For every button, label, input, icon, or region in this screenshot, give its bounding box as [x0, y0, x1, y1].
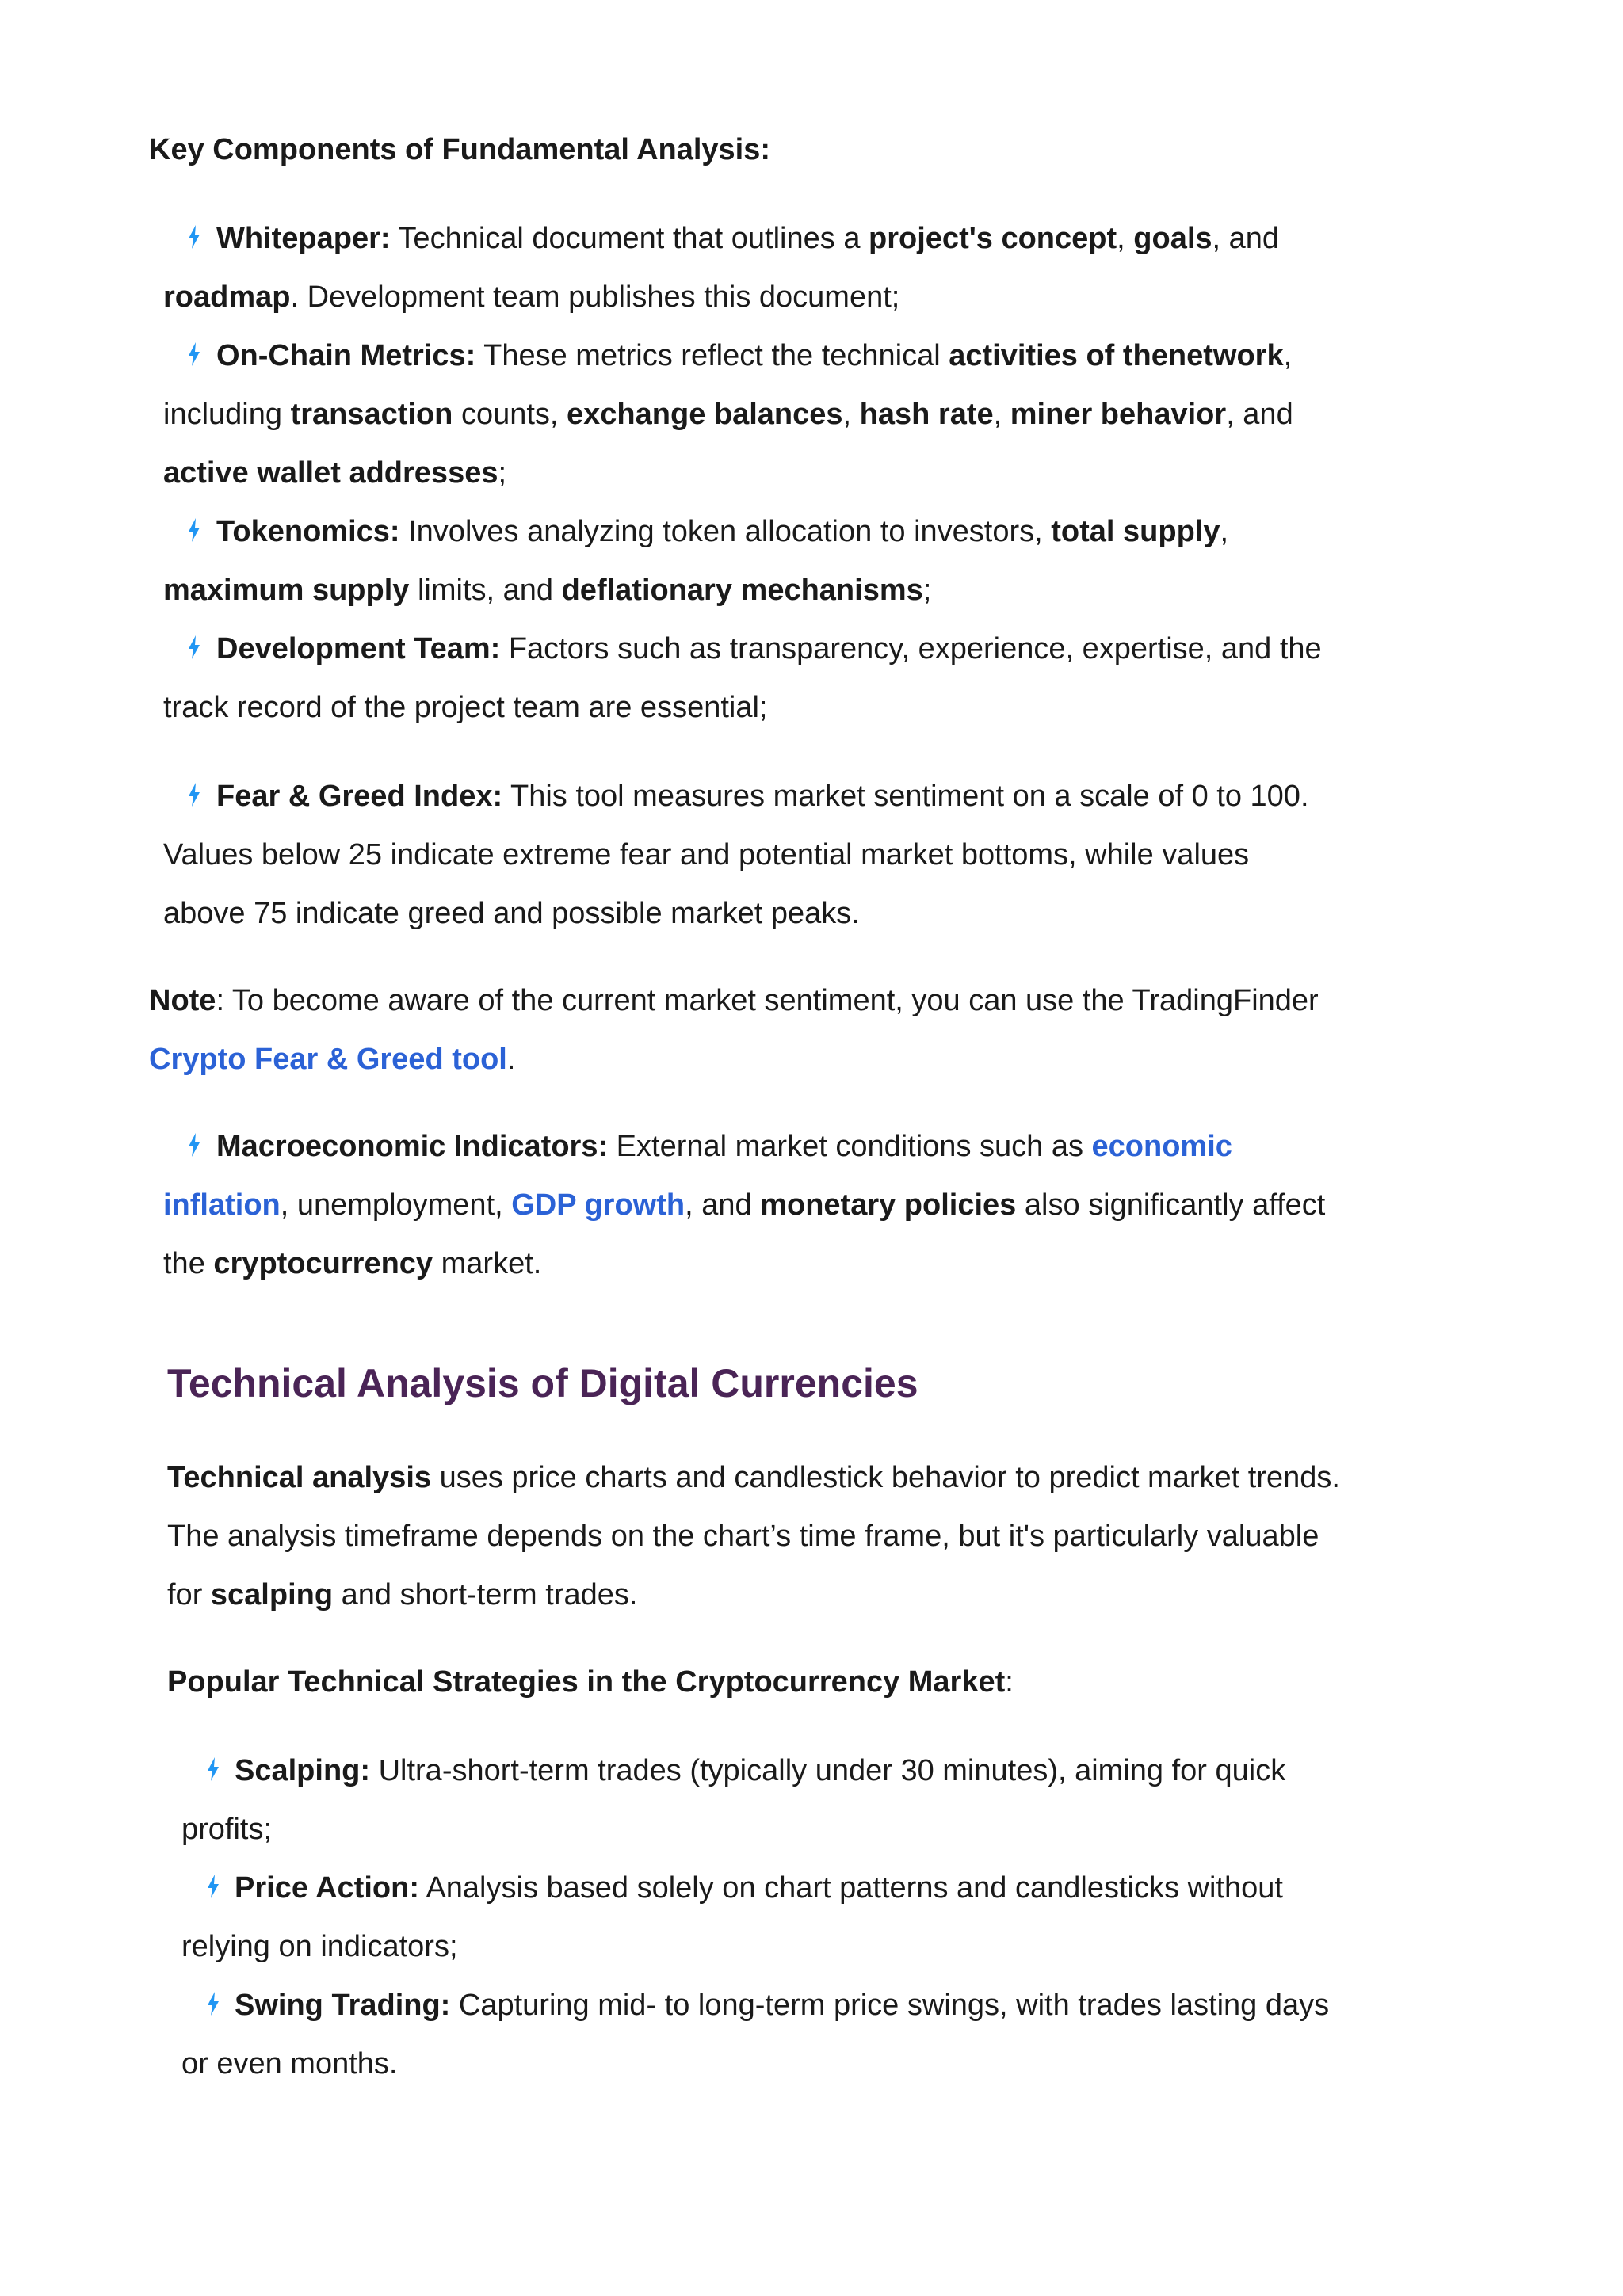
onchain-line-3 [163, 458, 506, 488]
lightning-bolt-icon [187, 783, 201, 807]
lightning-bolt-icon [206, 1875, 220, 1898]
macro-label: Macroeconomic Indicators: [216, 1130, 609, 1163]
macro-text: also significantly affect [1016, 1188, 1326, 1222]
intro-text: for [167, 1578, 211, 1611]
devteam-line-1 [216, 634, 1322, 664]
note-line-2 [149, 1044, 515, 1074]
whitepaper-text: , [1117, 222, 1134, 255]
macro-line-1 [216, 1131, 1232, 1161]
tokenomics-text: , [1220, 515, 1229, 548]
whitepaper-line-2 [163, 282, 899, 312]
feargreed-text: This tool measures market sentiment on a scale of 0 to 100. [502, 780, 1309, 813]
whitepaper-text: Technical document that outlines a [390, 222, 869, 255]
onchain-text: , [1283, 339, 1293, 372]
intro-text: uses price charts and candlestick behavior to predict market trends. [431, 1461, 1340, 1494]
scalping-line-2 [181, 1814, 272, 1844]
macro-text: , unemployment, [280, 1188, 512, 1222]
intro-bold: scalping [210, 1578, 334, 1611]
devteam-line-2 [163, 692, 767, 723]
feargreed-text: above 75 indicate greed and possible market peaks. [163, 897, 860, 930]
lightning-bolt-icon [187, 1133, 201, 1157]
macro-text: , and [685, 1188, 761, 1222]
scalping-line-1 [235, 1756, 1285, 1786]
onchain-text: , [842, 398, 860, 431]
macro-line-3 [163, 1249, 541, 1279]
intro-text: and short-term trades. [333, 1578, 638, 1611]
swing-line-1 [235, 1990, 1329, 2020]
whitepaper-bold-concept: project's concept [869, 222, 1117, 255]
fear-greed-tool-link[interactable]: Crypto Fear & Greed tool [149, 1043, 507, 1076]
whitepaper-text: , and [1212, 222, 1280, 255]
feargreed-line-1 [216, 781, 1309, 811]
lightning-bolt-icon [187, 225, 201, 249]
whitepaper-bold-roadmap: roadmap [163, 280, 291, 314]
lightning-bolt-icon [206, 1757, 220, 1781]
onchain-bold: active wallet addresses [163, 456, 498, 490]
macro-bold: monetary policies [760, 1188, 1017, 1222]
note-label: Note [149, 984, 216, 1017]
onchain-text: , [993, 398, 1010, 431]
swing-label: Swing Trading: [235, 1989, 451, 2022]
whitepaper-line-1 [216, 223, 1279, 254]
onchain-label: On-Chain Metrics: [216, 339, 476, 372]
note-text: : To become aware of the current market sentiment, you can use the TradingFinder [216, 984, 1319, 1017]
intro-line-3 [167, 1580, 637, 1610]
intro-bold: Technical analysis [167, 1461, 432, 1494]
section-title [149, 135, 770, 165]
feargreed-label: Fear & Greed Index: [216, 780, 503, 813]
priceaction-text: Analysis based solely on chart patterns and candlesticks without [418, 1871, 1283, 1905]
priceaction-line-1 [235, 1873, 1283, 1903]
tokenomics-line-2 [163, 575, 931, 605]
onchain-text: These metrics reflect the technical [475, 339, 949, 372]
feargreed-line-2 [163, 840, 1249, 870]
onchain-text: ; [498, 456, 507, 490]
onchain-bold: activities of thenetwork [949, 339, 1284, 372]
swing-text: Capturing mid- to long-term price swings, with trades lasting days [450, 1989, 1330, 2022]
strategies-title [167, 1667, 1014, 1697]
section-title-text: Key Components of Fundamental Analysis: [149, 133, 771, 166]
feargreed-text: Values below 25 indicate extreme fear and potential market bottoms, while values [163, 838, 1250, 871]
onchain-text: , and [1226, 398, 1293, 431]
lightning-bolt-icon [187, 518, 201, 542]
tokenomics-text: Involves analyzing token allocation to investors, [399, 515, 1052, 548]
economic-inflation-link[interactable]: inflation [163, 1188, 281, 1222]
tokenomics-bold: total supply [1051, 515, 1220, 548]
intro-line-2 [167, 1521, 1319, 1551]
devteam-label: Development Team: [216, 632, 501, 666]
onchain-bold: hash rate [859, 398, 994, 431]
devteam-text: Factors such as transparency, experience, expertise, and the [500, 632, 1322, 666]
tokenomics-bold: maximum supply [163, 574, 410, 607]
onchain-line-1 [216, 341, 1292, 371]
tokenomics-line-1 [216, 517, 1228, 547]
tokenomics-text: limits, and [409, 574, 562, 607]
swing-line-2 [181, 2049, 397, 2079]
tokenomics-label: Tokenomics: [216, 515, 400, 548]
onchain-bold: transaction [290, 398, 453, 431]
macro-bold: cryptocurrency [213, 1247, 433, 1280]
economic-inflation-link[interactable]: economic [1091, 1130, 1232, 1163]
priceaction-text: relying on indicators; [181, 1930, 458, 1963]
note-text: . [506, 1043, 516, 1076]
lightning-bolt-icon [187, 342, 201, 366]
macro-text: the [163, 1247, 214, 1280]
macro-text: market. [433, 1247, 542, 1280]
macro-text: External market conditions such as [608, 1130, 1092, 1163]
feargreed-line-3 [163, 898, 860, 929]
whitepaper-text: . Development team publishes this document; [290, 280, 900, 314]
devteam-text: track record of the project team are essential; [163, 691, 768, 724]
strategies-colon: : [1005, 1665, 1014, 1699]
strategies-title-text: Popular Technical Strategies in the Cryptocurrency Market [167, 1665, 1006, 1699]
gdp-growth-link[interactable]: GDP growth [511, 1188, 685, 1222]
note-line-1 [149, 986, 1319, 1016]
lightning-bolt-icon [187, 635, 201, 659]
tokenomics-text: ; [922, 574, 932, 607]
scalping-label: Scalping: [235, 1754, 371, 1787]
priceaction-line-2 [181, 1932, 458, 1962]
onchain-line-2 [163, 399, 1293, 429]
scalping-text: profits; [181, 1813, 273, 1846]
onchain-bold: miner behavior [1010, 398, 1227, 431]
intro-line-1 [167, 1463, 1340, 1493]
tokenomics-bold: deflationary mechanisms [561, 574, 923, 607]
intro-text: The analysis timeframe depends on the chart’s time frame, but it's particularly valuable [167, 1520, 1319, 1553]
section-heading: Technical Analysis of Digital Currencies [167, 1361, 918, 1405]
priceaction-label: Price Action: [235, 1871, 419, 1905]
onchain-text: counts, [453, 398, 567, 431]
onchain-text: including [163, 398, 291, 431]
swing-text: or even months. [181, 2047, 398, 2081]
whitepaper-label: Whitepaper: [216, 222, 391, 255]
scalping-text: Ultra-short-term trades (typically under 30 minutes), aiming for quick [370, 1754, 1286, 1787]
macro-line-2 [163, 1190, 1325, 1220]
lightning-bolt-icon [206, 1992, 220, 2016]
whitepaper-bold-goals: goals [1133, 222, 1212, 255]
onchain-bold: exchange balances [567, 398, 843, 431]
